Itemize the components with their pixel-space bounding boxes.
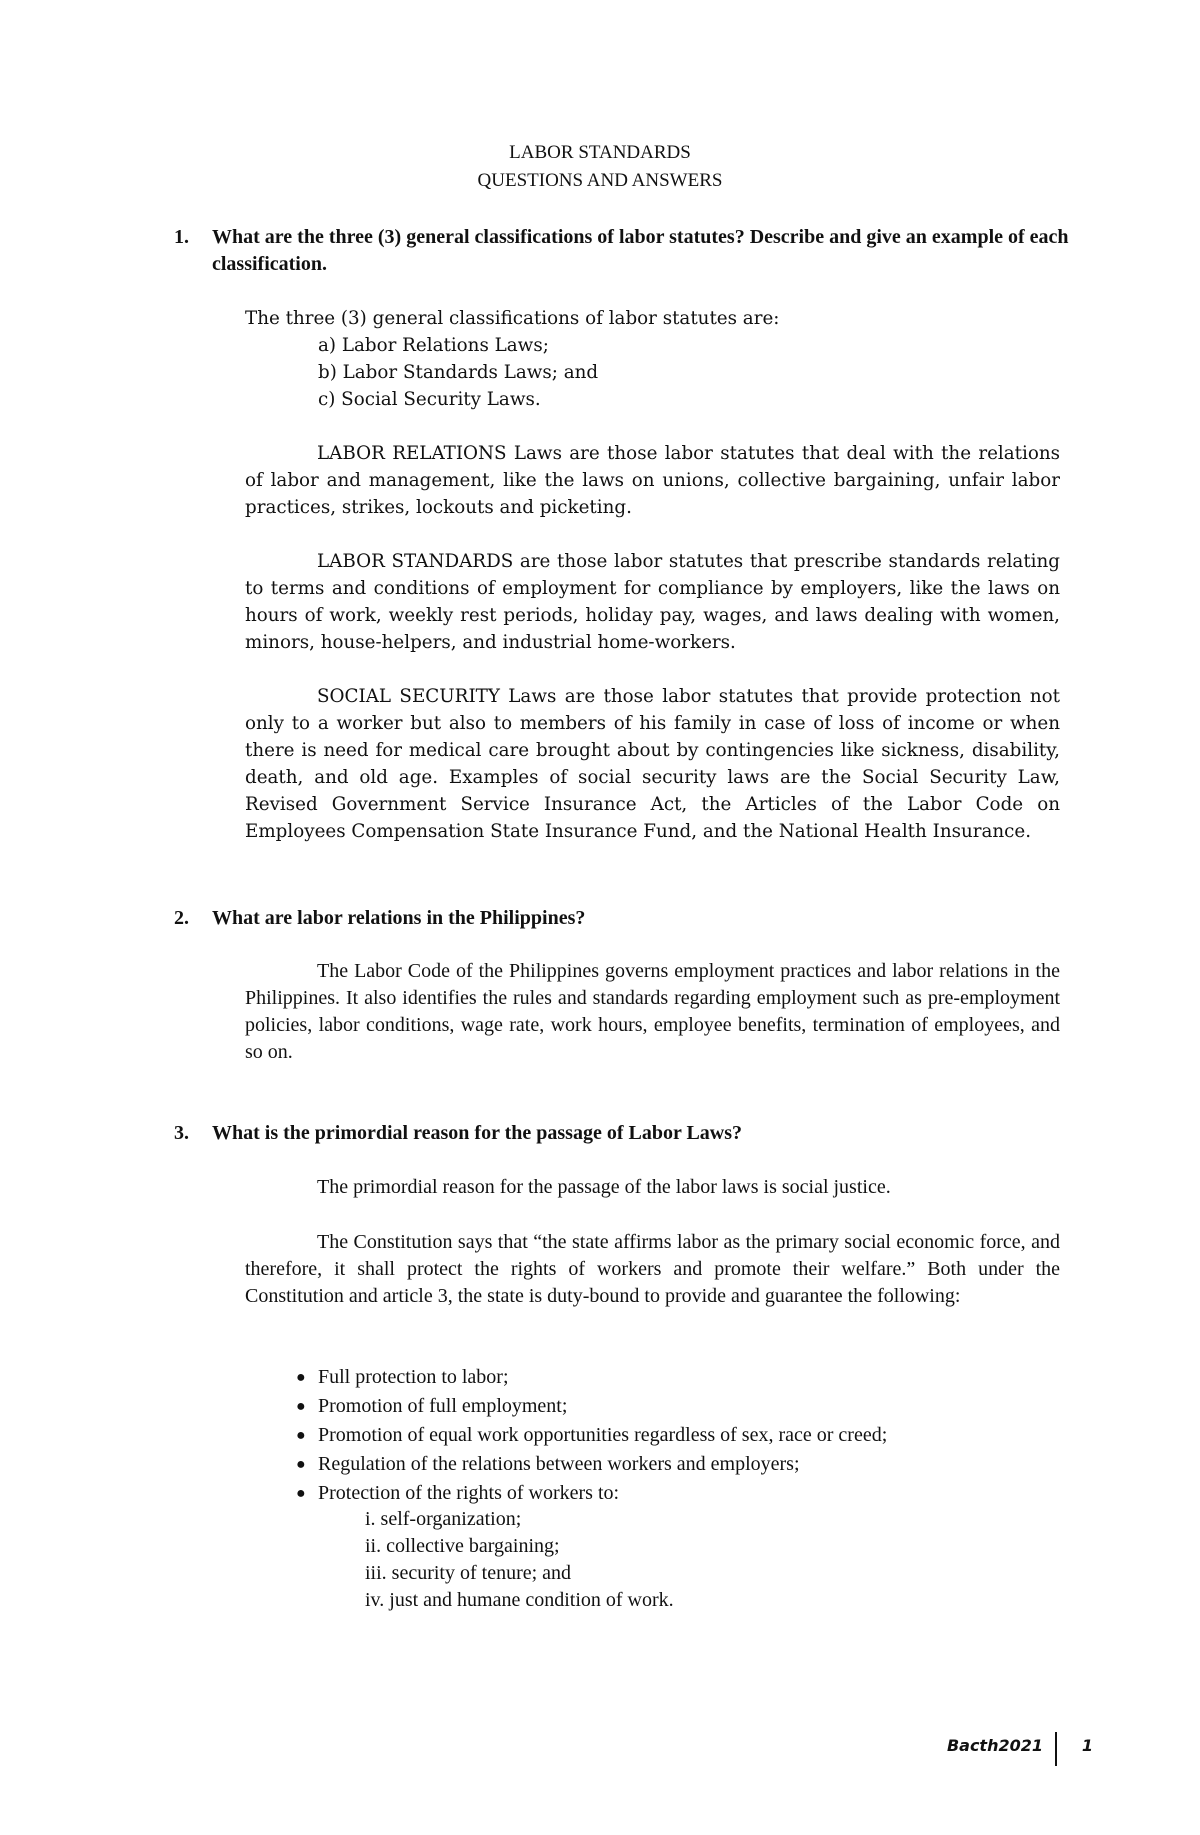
- question-text: What is the primordial reason for the passage of Labor Laws?: [212, 1122, 743, 1144]
- footer-author: Bacth2021: [946, 1736, 1043, 1755]
- list-item: [296, 1421, 888, 1450]
- rights-item: ii. collective bargaining;: [365, 1535, 560, 1557]
- bullet-icon: ●: [296, 1398, 306, 1415]
- list-item-text: Regulation of the relations between workers and employers;: [318, 1453, 800, 1475]
- document-subtitle: QUESTIONS AND ANSWERS: [477, 170, 723, 191]
- q1-intro: The three (3) general classifications of labor statutes are:: [245, 308, 780, 329]
- bullet-icon: ●: [296, 1456, 306, 1473]
- q2-answer: The Labor Code of the Philippines governs employment practices and labor relations in the Philippines. It also identifies the rules and standards regarding employment such as pre-employment policies, labor conditions, wage rate, work hours, employee benefits, termination of employees, and so on.: [245, 960, 1060, 1063]
- list-item-text: Protection of the rights of workers to:: [318, 1482, 620, 1504]
- question-number: 2.: [174, 907, 189, 929]
- question-text: What are labor relations in the Philippines?: [212, 907, 586, 929]
- list-item: [296, 1479, 620, 1508]
- question-3: [174, 1120, 1074, 1147]
- page-footer: [875, 1732, 1095, 1772]
- question-2: [174, 905, 1074, 932]
- list-item-text: Promotion of equal work opportunities regardless of sex, race or creed;: [318, 1424, 888, 1446]
- q1-paragraph-relations: LABOR RELATIONS Laws are those labor statutes that deal with the relations of labor and management, like the laws on unions, collective bargaining, unfair labor practices, strikes, lockouts and picketing.: [245, 443, 1060, 518]
- q1-paragraph-social-security: SOCIAL SECURITY Laws are those labor statutes that provide protection not only to a worker but also to members of his family in case of loss of income or when there is need for medical care brought about by contingencies like sickness, disability, death, and old age. Examples of social security laws are the Social Security Law, Revised Government Service Insurance Act, the Articles of the Labor Code on Employees Compensation State Insurance Fund, and the National Health Insurance.: [245, 686, 1060, 842]
- rights-item: iv. just and humane condition of work.: [365, 1589, 674, 1611]
- list-item-text: Full protection to labor;: [318, 1366, 509, 1388]
- footer-divider: [1055, 1732, 1057, 1766]
- question-number: 1.: [174, 226, 189, 248]
- q1-item-b: b) Labor Standards Laws; and: [318, 362, 599, 383]
- q3-answer-1: The primordial reason for the passage of the labor laws is social justice.: [317, 1176, 891, 1198]
- rights-item: iii. security of tenure; and: [365, 1562, 572, 1584]
- question-text: What are the three (3) general classifications of labor statutes? Describe and give an example of each classification.: [212, 226, 1069, 275]
- bullet-icon: ●: [296, 1369, 306, 1386]
- list-item: [296, 1450, 800, 1479]
- q1-paragraph-standards: LABOR STANDARDS are those labor statutes that prescribe standards relating to terms and conditions of employment for compliance by employers, like the laws on hours of work, weekly rest periods, holiday pay, wages, and laws dealing with women, minors, house-helpers, and industrial home-workers.: [245, 551, 1060, 653]
- q3-answer-2: The Constitution says that “the state affirms labor as the primary social economic force, and therefore, it shall protect the rights of workers and promote their welfare.” Both under the Constitution and article 3, the state is duty-bound to provide and guarantee the following:: [245, 1231, 1060, 1307]
- q1-item-c: c) Social Security Laws.: [318, 389, 541, 410]
- question-1: [174, 224, 1074, 278]
- rights-item: i. self-organization;: [365, 1508, 522, 1530]
- list-item: [296, 1392, 568, 1421]
- page-number: 1: [1081, 1736, 1093, 1755]
- bullet-icon: ●: [296, 1427, 306, 1444]
- question-number: 3.: [174, 1122, 189, 1144]
- bullet-icon: ●: [296, 1485, 306, 1502]
- document-title: LABOR STANDARDS: [509, 142, 691, 163]
- list-item: [296, 1363, 509, 1392]
- q1-item-a: a) Labor Relations Laws;: [318, 335, 549, 356]
- list-item-text: Promotion of full employment;: [318, 1395, 568, 1417]
